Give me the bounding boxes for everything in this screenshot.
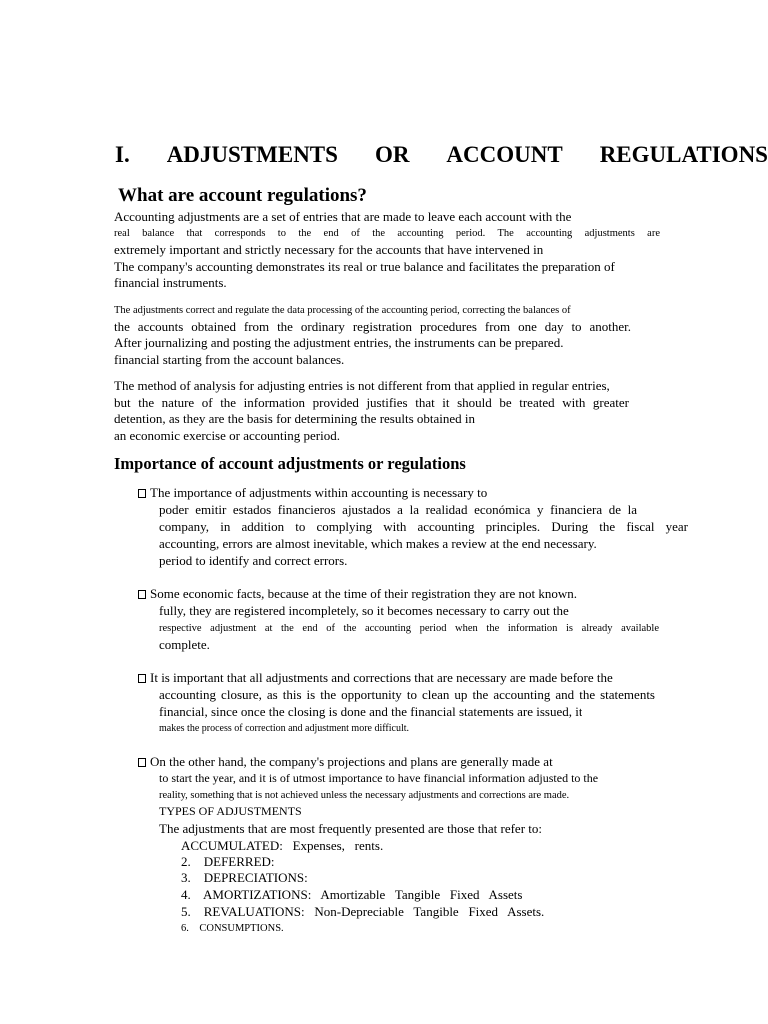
paragraph-line: The company's accounting demonstrates its real or true balance and facilitates the preparation of [114, 259, 615, 274]
paragraph-line: real balance that corresponds to the end of the accounting period. The accounting adjustments are [114, 228, 660, 239]
paragraph-line: but the nature of the information provided justifies that it should be treated with greater [114, 395, 629, 410]
heading-word: ADJUSTMENTS [166, 142, 338, 167]
bullet-line: period to identify and correct errors. [159, 553, 348, 568]
types-list-item: ACCUMULATED: Expenses, rents. [181, 838, 384, 853]
bullet-line: complete. [159, 637, 210, 652]
bullet-line: financial, since once the closing is done and the financial statements are issued, it [159, 704, 583, 719]
heading-word: OR [374, 142, 410, 167]
bullet-line: Some economic facts, because at the time of their registration they are not known. [138, 585, 577, 602]
paragraph-line: the accounts obtained from the ordinary registration procedures from one day to another. [114, 319, 631, 334]
bullet-line: poder emitir estados financieros ajustados a la realidad económica y financiera de la [159, 502, 637, 517]
types-list-item: 6. CONSUMPTIONS. [181, 923, 284, 934]
bullet-line: accounting, errors are almost inevitable, which makes a review at the end necessary. [159, 536, 597, 551]
paragraph-line: financial starting from the account balances. [114, 352, 345, 367]
section-title: What are account regulations? [118, 185, 367, 206]
heading-number: I. [115, 142, 130, 167]
bullet-line: makes the process of correction and adjustment more difficult. [159, 723, 410, 734]
heading-word: REGULATIONS [599, 142, 768, 167]
types-list-item: 3. DEPRECIATIONS: [181, 870, 308, 885]
bullet-line: accounting closure, as this is the opportunity to clean up the accounting and the statements [159, 687, 655, 702]
main-heading [115, 141, 768, 169]
paragraph-line: Accounting adjustments are a set of entries that are made to leave each account with the [114, 209, 572, 224]
types-intro: The adjustments that are most frequently presented are those that refer to: [159, 821, 542, 836]
bullet-line: The importance of adjustments within accounting is necessary to [138, 484, 487, 501]
types-title: TYPES OF ADJUSTMENTS [159, 804, 302, 818]
checkbox-bullet-icon [138, 590, 146, 599]
bullet-line: respective adjustment at the end of the accounting period when the information is already available [159, 623, 659, 634]
bullet-line: reality, something that is not achieved unless the necessary adjustments and corrections are made. [159, 790, 570, 801]
section-title: Importance of account adjustments or regulations [114, 454, 466, 473]
bullet-line: On the other hand, the company's projections and plans are generally made at [138, 753, 553, 770]
paragraph-line: extremely important and strictly necessary for the accounts that have intervened in [114, 242, 544, 257]
bullet-line: company, in addition to complying with accounting principles. During the fiscal year [159, 519, 688, 534]
checkbox-bullet-icon [138, 489, 146, 498]
bullet-line: It is important that all adjustments and corrections that are necessary are made before the [138, 669, 613, 686]
bullet-line: to start the year, and it is of utmost importance to have financial information adjusted to the [159, 771, 599, 785]
checkbox-bullet-icon [138, 758, 146, 767]
paragraph-line: After journalizing and posting the adjustment entries, the instruments can be prepared. [114, 335, 564, 350]
paragraph-line: The method of analysis for adjusting entries is not different from that applied in regular entries, [114, 378, 610, 393]
types-list-item: 5. REVALUATIONS: Non-Depreciable Tangible Fixed Assets. [181, 904, 545, 919]
checkbox-bullet-icon [138, 674, 146, 683]
paragraph-line: The adjustments correct and regulate the data processing of the accounting period, correcting the balances of [114, 305, 571, 316]
bullet-line: fully, they are registered incompletely, so it becomes necessary to carry out the [159, 603, 569, 618]
types-list-item: 4. AMORTIZATIONS: Amortizable Tangible Fixed Assets [181, 887, 523, 902]
paragraph-line: an economic exercise or accounting period. [114, 428, 340, 443]
paragraph-line: detention, as they are the basis for determining the results obtained in [114, 411, 476, 426]
heading-word: ACCOUNT [446, 142, 563, 167]
paragraph-line: financial instruments. [114, 275, 227, 290]
types-list-item: 2. DEFERRED: [181, 854, 275, 869]
